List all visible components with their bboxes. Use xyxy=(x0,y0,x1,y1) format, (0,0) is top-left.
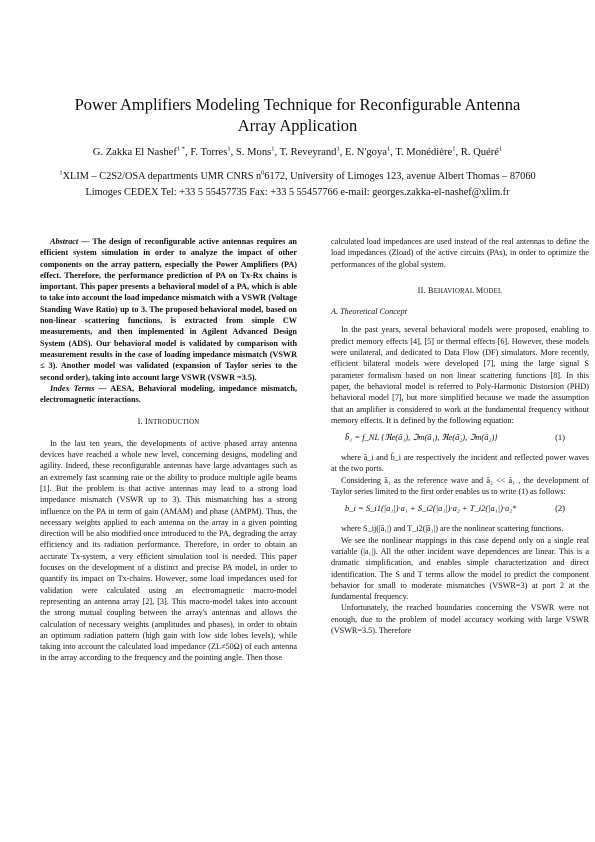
author-separator: , xyxy=(274,147,280,158)
author-name: S. Mons xyxy=(235,147,272,158)
affiliation-text-b: 6172, University of Limoges 123, avenue Albert Thomas – 87060 Limoges CEDEX Tel: +33 5 55457735 Fax: +33 5 55457766 e-mail: georges.zakka-el-nashef@xlim.fr xyxy=(85,171,536,199)
section-heading-introduction xyxy=(40,416,297,428)
paragraph-nonlinear-mappings: We see the nonlinear mappings in this case depend only on a single real variable (|a₁|). All the other incident wave dependences are linear. This is a dramatic simplification, and enables simple characterization and direct identification. The S and T terms allow the model to predict the component behavior for small to moderate mismatches (VSWR=3) at port 2 at the fundamental frequency. xyxy=(331,535,589,602)
title-line-2: Array Application xyxy=(237,116,358,135)
abstract xyxy=(40,236,297,383)
paragraph-behavioral-models: In the past years, several behavioral models were proposed, enabling to predict memory effects [4], [5] or thermal effects [6]. However, these models were unilateral, and dedicated to Data Flow (DF) simulators. More recently, efficient bilateral models were developed [7], using the large signal S parameter formalism based on non linear scattering functions [8]. In this paper, the behavioral model is referred to Poly-Harmonic Distorsion (PHD) behavioral model [7], but more simplified because we made the assumption that an amplifier is considered to work at the fundamental frequency without memory effects. It is defined by the following equation: xyxy=(331,325,589,425)
section-2-number: II. B xyxy=(417,285,434,295)
introduction-paragraph: In the last ten years, the developments of active phased array antenna devices have reached a whole new level, concerning designs, modeling and agility. Indeed, these reconfigurable antennas have large advantages such as an extremely fast scanning rate or the ability to produce multiple agile beams [1]. But the problem is that active antennas may lead to a strong load impedance mismatch (VSWR up to 3). This mismatching has a strong influence on the PA in term of gain (AMAM) and phase (AMPM). Thus, the necessary weights applied to each antenna on the array in a given pointing direction will be also modified once introduced to the PA, degrading the array efficiency and its radiation performance. Therefore, in order to obtain an accurate Tx-system, a very efficient simulation tool is needed. This paper focuses on the development of a distinct and precise PA model, in order to quantify its impact on Tx-chains. However, some load impedances used for validation were calculated using an electromagnetic macro-model representing an antenna array [2], [3]. This macro-model takes into account the strong mutual coupling between the array's antennas and allows the calculation of necessary weights (amplitudes and phases), in order to obtain an optimum radiation pattern (high gain with low side lobes levels), while taking into account the calculated load impedance (ZL≠50Ω) of each antenna in the array according to the frequency and the pointing angle. Then those xyxy=(40,438,297,663)
author-name: R. Quéré xyxy=(460,147,499,158)
section-1-number: I. I xyxy=(137,417,149,427)
author-name: F. Torres xyxy=(190,147,228,158)
section-2-title-a: EHAVIORAL xyxy=(433,287,476,295)
paragraph-where-waves: where ã_i and b̃_i are respectively the incident and reflected power waves at the two ports. xyxy=(331,453,589,474)
left-column xyxy=(40,236,297,664)
section-heading-behavioral-model xyxy=(331,285,589,297)
equation-2-number: (2) xyxy=(555,503,565,514)
author-affiliation-marker: 1 * xyxy=(176,145,186,153)
author-name: E. N'goya xyxy=(345,147,387,158)
index-terms-label: Index Terms xyxy=(50,383,95,393)
author-affiliation-marker: 1 xyxy=(336,145,340,153)
affiliation-text-a: XLIM – C2S2/OSA departments UMR CNRS n xyxy=(62,171,262,182)
equation-2 xyxy=(331,499,589,520)
equation-2-body: b_i = S_i1(|a₁|)·a₁ + S_i2(|a₁|)·a₂ + T_i2(|a₁|)·a₂* xyxy=(345,503,517,514)
index-terms-text: — AESA, Behavioral modeling, impedance mismatch, electromagnetic interactions. xyxy=(40,383,297,405)
author-separator: , xyxy=(230,147,236,158)
paper-title xyxy=(40,94,555,136)
affiliation-degree: 0 xyxy=(261,169,265,177)
author-name: T. Monédière xyxy=(395,147,453,158)
right-column xyxy=(331,236,589,636)
author-affiliation-marker: 1 xyxy=(498,145,503,153)
continued-paragraph: calculated load impedances are used instead of the real antennas to define the load impedances (Zload) of the active circuits (PAs), in order to optimize the performances of the global system. xyxy=(331,237,589,269)
author-list xyxy=(40,147,555,158)
author-separator: , xyxy=(185,147,191,158)
equation-1-body: b̃₁ = f_NL {ℜe(ã₁), ℑm(ã₁), ℜe(ã₂), ℑm(ã₂)} xyxy=(345,432,498,443)
author-affiliation-marker: 1 xyxy=(227,145,231,153)
paragraph-unfortunately: Unfortunately, the reached boundaries concerning the VSWR were not enough, due to the problem of model accuracy working with large VSWR (VSWR=3.5). Therefore xyxy=(331,603,589,636)
author-separator: , xyxy=(455,147,461,158)
paragraph-considering: Considering ã₁ as the reference wave and ã₂ << ã₁ , the development of Taylor series limited to the first order enables us to write (1) as follows: xyxy=(331,475,589,497)
author-separator: , xyxy=(339,147,346,158)
index-terms xyxy=(40,383,297,406)
author-name: G. Zakka El Nashef xyxy=(92,147,177,158)
author-affiliation-marker: 1 xyxy=(386,145,391,153)
affiliation-superscript: 1 xyxy=(59,169,63,177)
author-affiliation-marker: 1 xyxy=(271,145,275,153)
section-1-title: NTRODUCTION xyxy=(148,419,200,427)
equation-1 xyxy=(331,428,589,449)
section-2-title-b: ODEL xyxy=(483,287,503,295)
paragraph-where-scattering: where S_ij(|ã₁|) and T_i2(|ã₁|) are the nonlinear scattering functions. xyxy=(341,524,564,534)
affiliation xyxy=(48,169,547,201)
section-2-title-m: M xyxy=(475,285,484,295)
abstract-label: Abstract — xyxy=(50,237,90,246)
equation-1-number: (1) xyxy=(555,432,565,443)
author-name: T. Reveyrand xyxy=(279,147,337,158)
subsection-heading-theoretical-concept: A. Theoretical Concept xyxy=(331,307,407,317)
author-separator: , xyxy=(390,147,396,158)
title-line-1: Power Amplifiers Modeling Technique for Reconfigurable Antenna xyxy=(74,95,521,114)
abstract-text: The design of reconfigurable active antennas requires an efficient system simulation in order to analyze the impact of other components on the array pattern, especially the Power Amplifiers (PA) effect. Therefore, the performance prediction of PA on Tx-Rx chains is important. This paper presents a behavioral model of a PA, which is able to take into account the load impedance mismatch with a VSWR (Voltage Standing Wave Ratio) up to 3. The proposed behavioral model, based on non-linear scattering functions, is extracted from simple CW measurements, and then implemented in Agilent Advanced Design System (ADS). Our behavioral model is validated by comparison with measurement results in the case of loading impedance mismatch (VSWR ≤ 3). Another model was validated (expansion of Taylor series to the second order), taking into account large VSWR (VSWR =3.5). xyxy=(40,237,297,382)
author-affiliation-marker: 1 xyxy=(452,145,456,153)
